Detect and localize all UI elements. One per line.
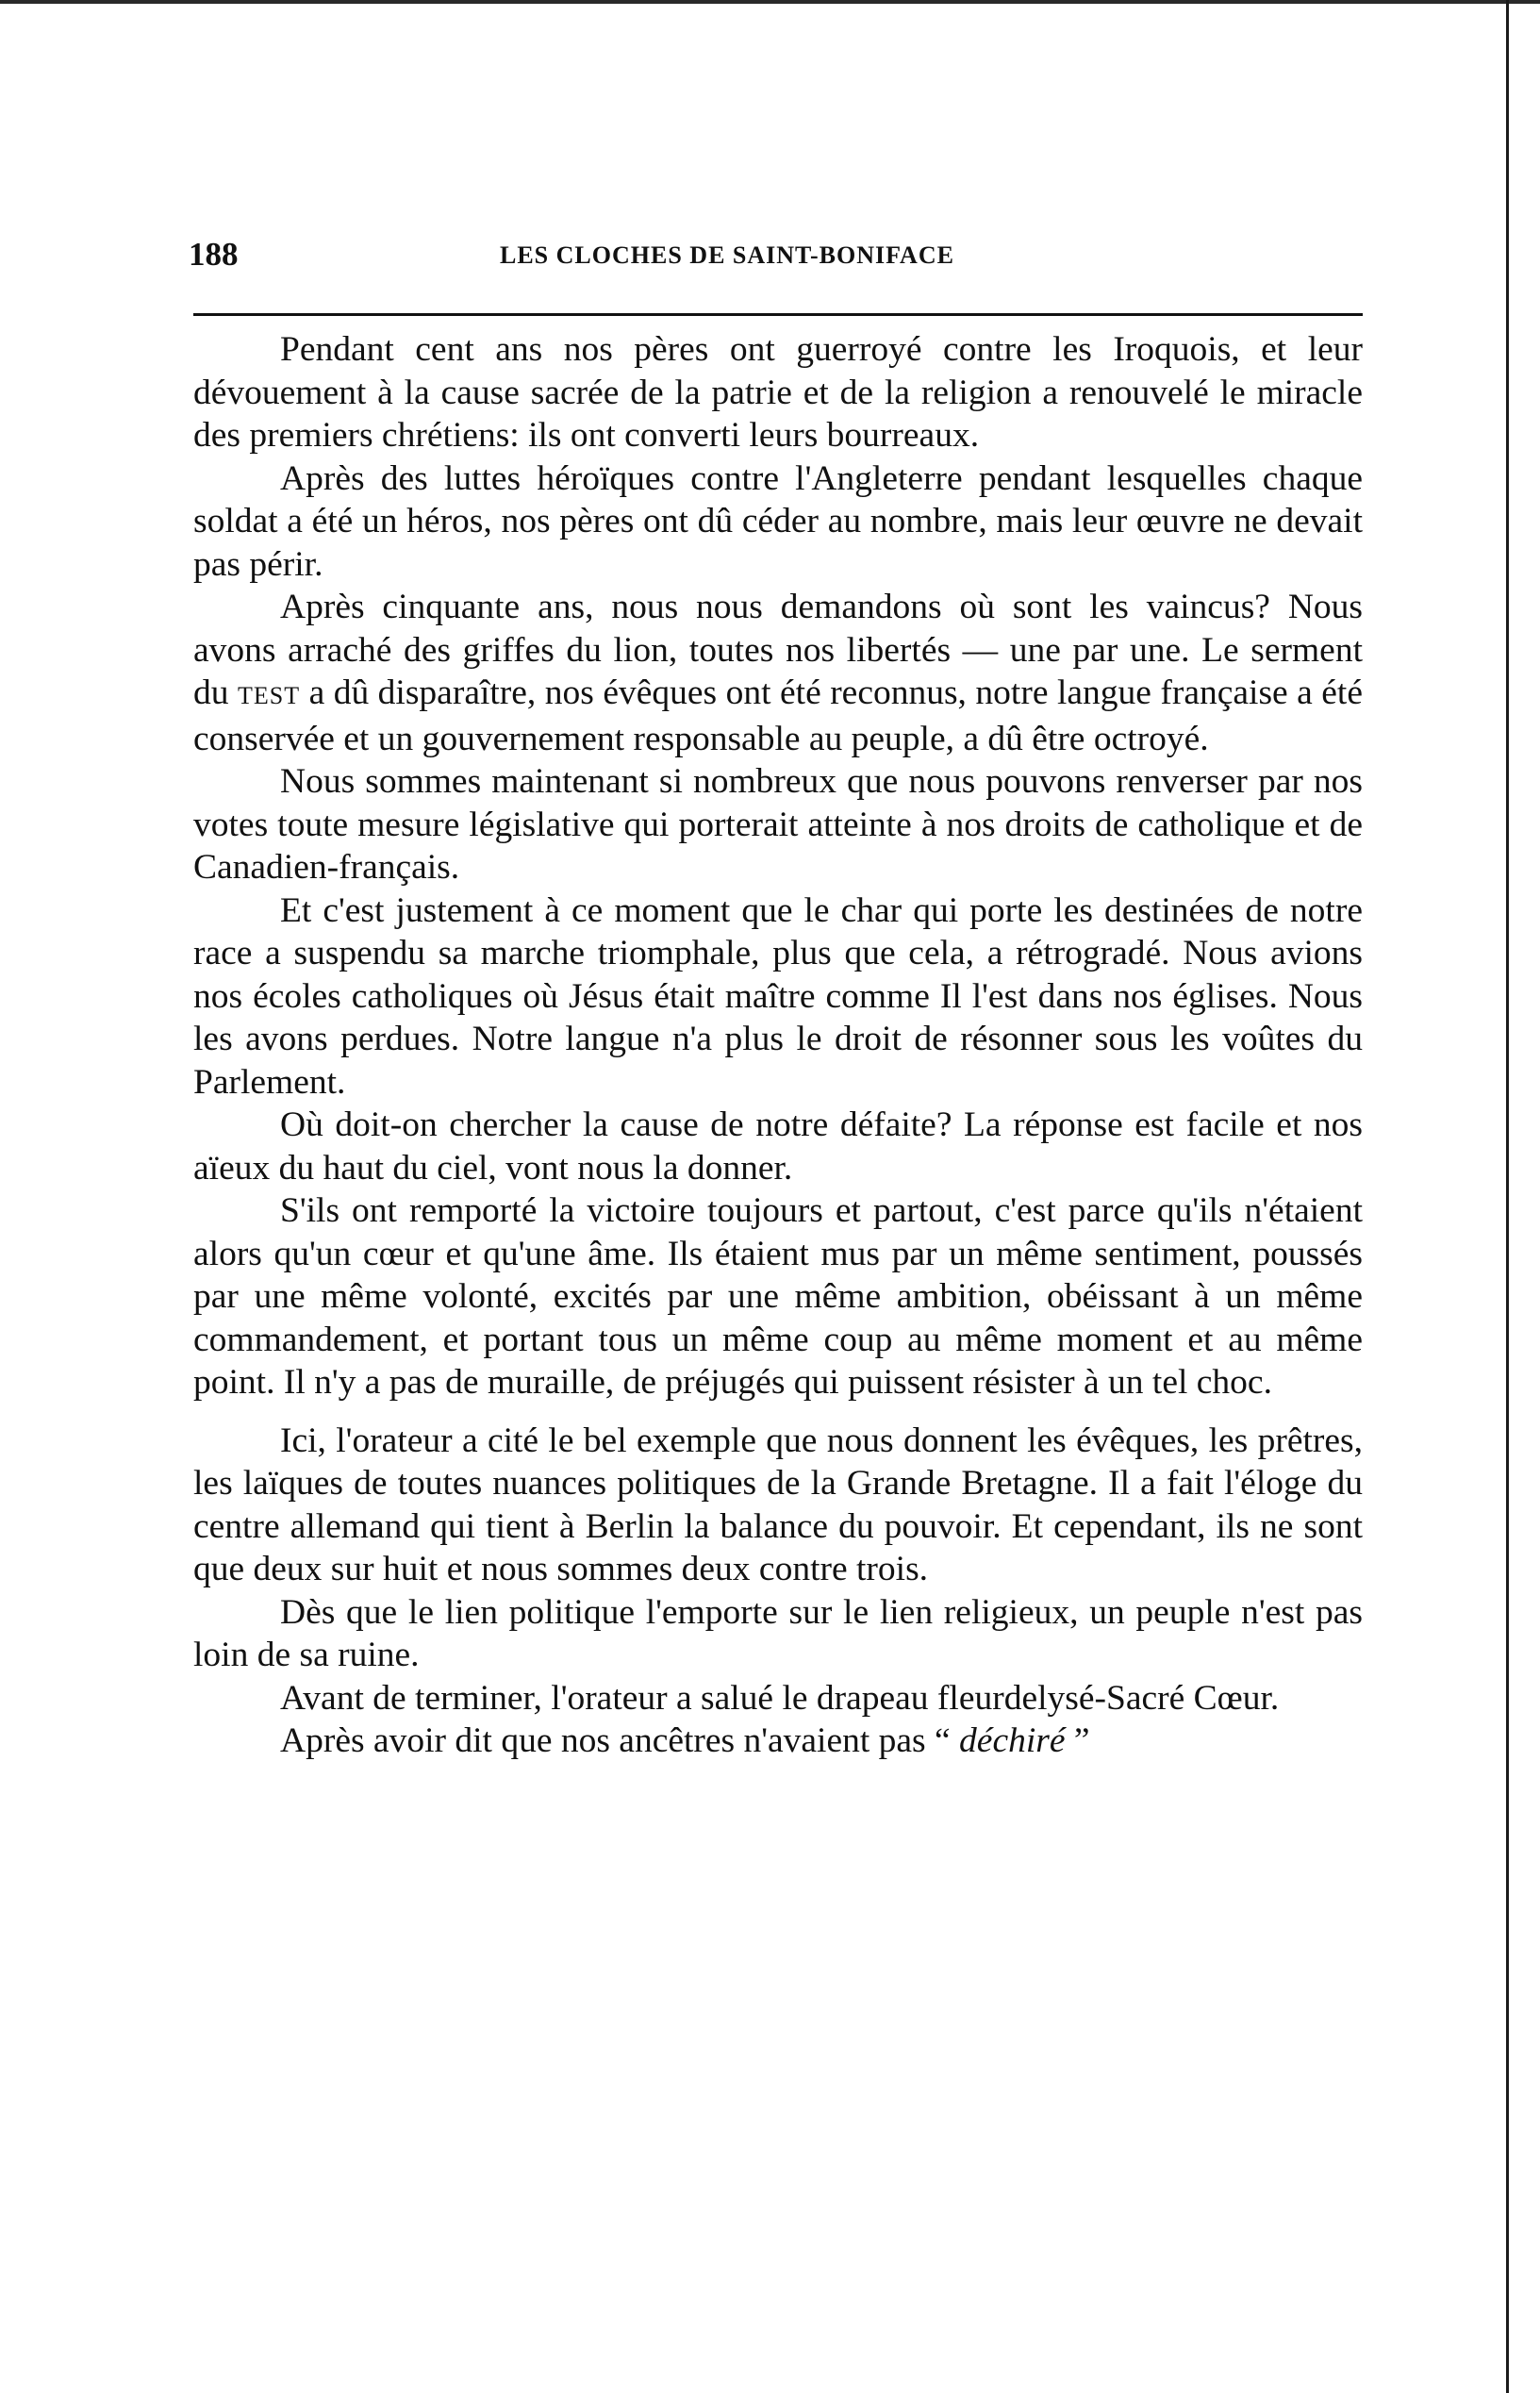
paragraph: Pendant cent ans nos pères ont guerroyé contre les Iroquois, et leur dévouement à la cause sacrée de la patrie et de la religion a renouvelé le miracle des premiers chrétiens: ils ont converti leurs bourreaux.	[193, 330, 1363, 455]
scan-right-edge	[1506, 0, 1509, 2393]
italic-word: déchiré	[959, 1721, 1066, 1760]
paragraph: Ici, l'orateur a cité le bel exemple que nous donnent les évêques, les prêtres, les laïques de toutes nuances politiques de la Grande Bretagne. Il a fait l'éloge du centre allemand qui tient à Berlin la balance du pouvoir. Et cependant, ils ne sont que deux sur huit et nous sommes deux contre trois.	[193, 1421, 1363, 1588]
page-number: 188	[189, 236, 239, 273]
body-text	[193, 328, 1363, 1763]
small-caps-word: TEST	[237, 682, 301, 709]
paragraph: Où doit-on chercher la cause de notre défaite? La réponse est facile et nos aïeux du haut du ciel, vont nous la donner.	[193, 1105, 1363, 1188]
paragraph: S'ils ont remporté la victoire toujours et partout, c'est parce qu'ils n'étaient alors qu'un cœur et qu'une âme. Ils étaient mus par un même sentiment, poussés par une même volonté, excités par une même ambition, obéissant à un même commandement, et portant tous un même coup au même moment et au même point. Il n'y a pas de muraille, de préjugés qui puissent résister à un tel choc.	[193, 1191, 1363, 1402]
header-rule	[193, 313, 1363, 316]
paragraph: Dès que le lien politique l'emporte sur le lien religieux, un peuple n'est pas loin de sa ruine.	[193, 1592, 1363, 1674]
paragraph-text: Après cinquante ans, nous nous demandons où sont les vaincus? Nous avons arraché des griffes du lion, toutes nos libertés — une par une. Le serment du	[193, 588, 1363, 712]
paragraph	[193, 1720, 1363, 1763]
paragraph	[193, 586, 1363, 760]
paragraph: Avant de terminer, l'orateur a salué le drapeau fleurdelysé-Sacré Cœur.	[280, 1678, 1280, 1718]
scan-top-edge	[0, 0, 1540, 4]
paragraph: Nous sommes maintenant si nombreux que nous pouvons renverser par nos votes toute mesure législative qui porterait atteinte à nos droits de catholique et de Canadien-français.	[193, 762, 1363, 887]
paragraph-text: ”	[1065, 1721, 1090, 1760]
paragraph-text: Après avoir dit que nos ancêtres n'avaient pas “	[280, 1721, 960, 1760]
paragraph-text: a dû disparaître, nos évêques ont été reconnus, notre langue française a été conservée et un gouvernement responsable au peuple, a dû être octroyé.	[193, 673, 1363, 758]
paragraph: Et c'est justement à ce moment que le char qui porte les destinées de notre race a suspendu sa marche triomphale, plus que cela, a rétrogradé. Nous avions nos écoles catholiques où Jésus était maître comme Il l'est dans nos églises. Nous les avons perdues. Notre langue n'a plus le droit de résonner sous les voûtes du Parlement.	[193, 890, 1363, 1102]
page-header	[189, 236, 1349, 283]
running-head: LES CLOCHES DE SAINT-BONIFACE	[500, 241, 954, 269]
paragraph: Après des luttes héroïques contre l'Angleterre pendant lesquelles chaque soldat a été un héros, nos pères ont dû céder au nombre, mais leur œuvre ne devait pas périr.	[193, 458, 1363, 584]
